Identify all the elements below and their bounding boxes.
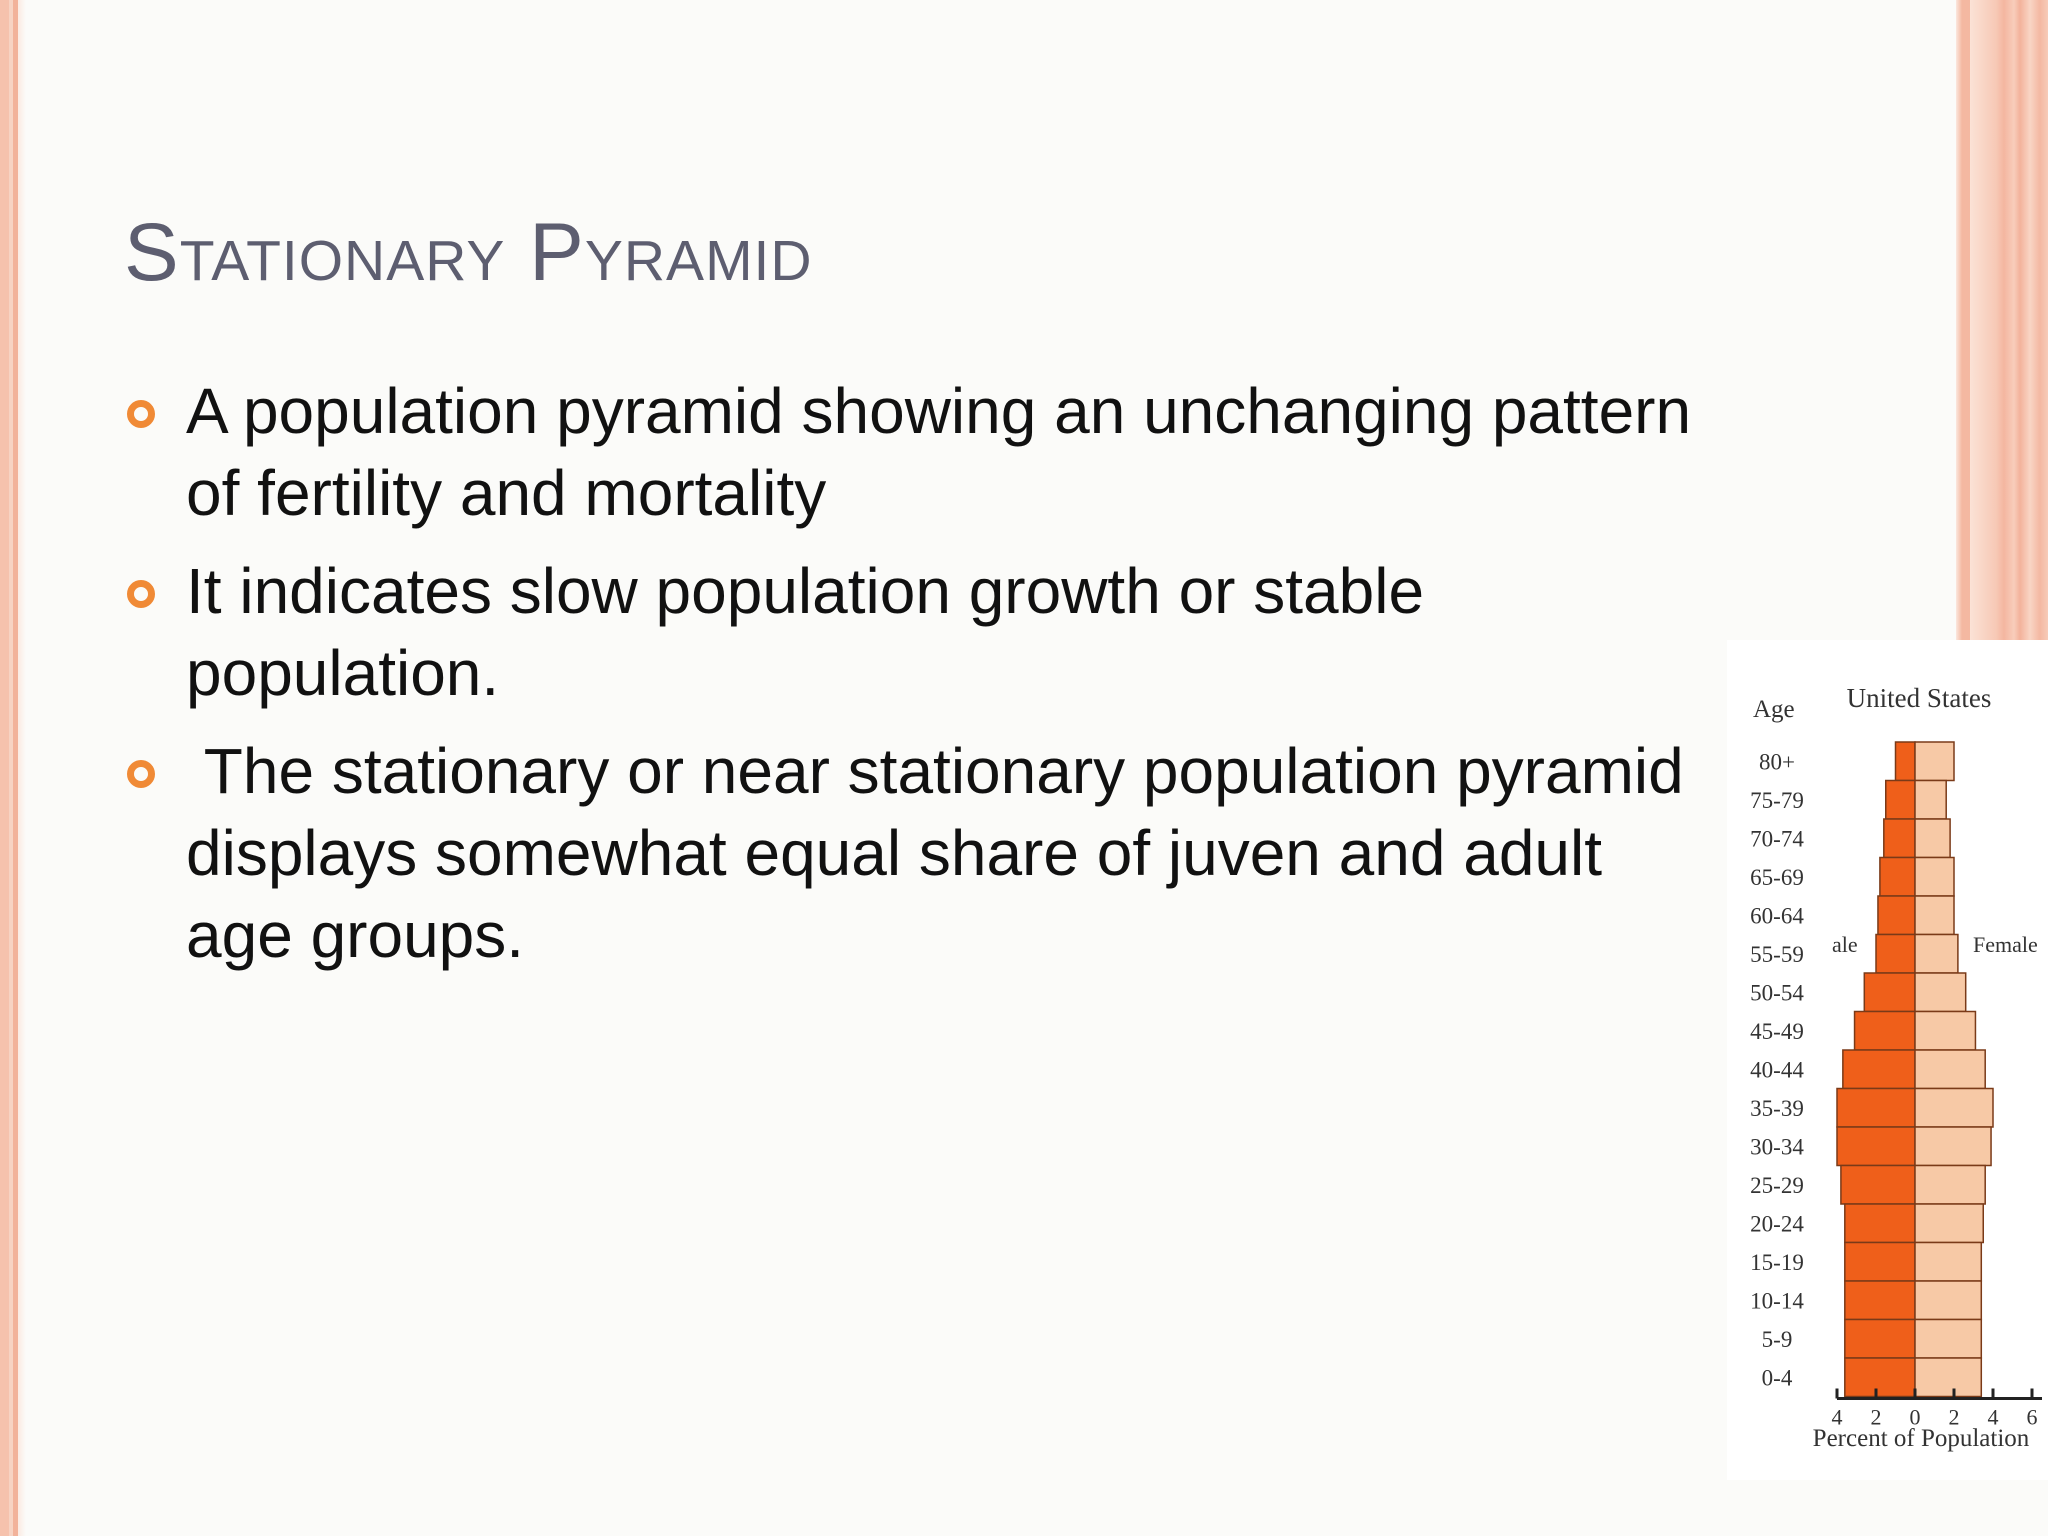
male-bar [1884, 819, 1915, 858]
male-bar [1896, 742, 1916, 781]
male-bar [1845, 1358, 1915, 1397]
age-group-label: 70-74 [1750, 826, 1804, 852]
circle-bullet-icon [127, 580, 155, 608]
pyramid-svg [1727, 640, 2048, 1480]
male-bar [1880, 858, 1915, 897]
x-tick-label: 4 [1987, 1404, 1999, 1430]
age-group-label: 40-44 [1750, 1057, 1804, 1083]
female-bar [1915, 1320, 1981, 1359]
male-bar [1864, 973, 1915, 1012]
slide-title: Stationary Pyramid [124, 207, 813, 298]
female-bar [1915, 1281, 1981, 1320]
female-bar [1915, 858, 1954, 897]
female-bar [1915, 973, 1966, 1012]
age-group-label: 25-29 [1750, 1172, 1804, 1198]
left-decorative-stripe [0, 0, 26, 1536]
bullet-list [124, 370, 1716, 992]
age-group-label: 30-34 [1750, 1134, 1804, 1160]
age-group-label: 10-14 [1750, 1288, 1804, 1314]
x-axis-label: Percent of Population [1812, 1425, 2030, 1452]
age-axis-label: Age [1753, 696, 1795, 723]
female-bar [1915, 742, 1954, 781]
bullet-item [124, 370, 1716, 534]
x-tick-label: 6 [2026, 1404, 2038, 1430]
male-bar [1845, 1320, 1915, 1359]
x-tick-label: 4 [1831, 1404, 1843, 1430]
bullet-text: The stationary or near stationary population pyramid displays somewhat equal share of juven and adult age groups. [186, 735, 1702, 971]
age-group-label: 60-64 [1750, 903, 1804, 929]
female-bar [1915, 1089, 1993, 1128]
bullet-text: A population pyramid showing an unchanging pattern of fertility and mortality [186, 375, 1709, 529]
female-bar [1915, 1050, 1985, 1089]
circle-bullet-icon [127, 400, 155, 428]
female-bar [1915, 819, 1950, 858]
age-group-label: 50-54 [1750, 980, 1804, 1006]
female-bar [1915, 1166, 1985, 1205]
female-bar [1915, 1127, 1991, 1166]
circle-bullet-icon [127, 760, 155, 788]
age-group-label: 5-9 [1761, 1326, 1793, 1352]
age-group-label: 55-59 [1750, 941, 1804, 967]
male-bar [1845, 1281, 1915, 1320]
population-pyramid-chart [1727, 640, 2048, 1480]
bullet-item [124, 730, 1716, 976]
age-group-label: 65-69 [1750, 864, 1804, 890]
age-group-label: 20-24 [1750, 1211, 1804, 1237]
chart-title: United States [1846, 683, 1992, 713]
female-bar [1915, 1243, 1981, 1282]
age-group-label: 80+ [1759, 749, 1795, 775]
age-group-label: 0-4 [1761, 1365, 1793, 1391]
female-bar [1915, 781, 1946, 820]
male-bar [1878, 896, 1915, 935]
female-bar [1915, 896, 1954, 935]
female-label: Female [1973, 932, 2038, 957]
x-tick-label: 0 [1909, 1404, 1921, 1430]
female-bar [1915, 1012, 1975, 1051]
female-bar [1915, 935, 1958, 974]
age-group-label: 75-79 [1750, 787, 1804, 813]
female-bar [1915, 1204, 1983, 1243]
male-bar [1837, 1127, 1915, 1166]
x-tick-label: 2 [1948, 1404, 1960, 1430]
x-tick-label: 2 [1870, 1404, 1882, 1430]
male-bar [1845, 1243, 1915, 1282]
age-group-label: 15-19 [1750, 1249, 1804, 1275]
male-bar [1843, 1050, 1915, 1089]
age-group-label: 35-39 [1750, 1095, 1804, 1121]
male-label: ale [1832, 932, 1858, 957]
bullet-item [124, 550, 1716, 714]
male-bar [1841, 1166, 1915, 1205]
female-bar [1915, 1358, 1981, 1397]
male-bar [1886, 781, 1915, 820]
male-bar [1845, 1204, 1915, 1243]
right-decorative-stripe [1956, 0, 2048, 650]
male-bar [1855, 1012, 1915, 1051]
age-group-label: 45-49 [1750, 1018, 1804, 1044]
bullet-text: It indicates slow population growth or stable population. [186, 555, 1442, 709]
male-bar [1876, 935, 1915, 974]
male-bar [1837, 1089, 1915, 1128]
